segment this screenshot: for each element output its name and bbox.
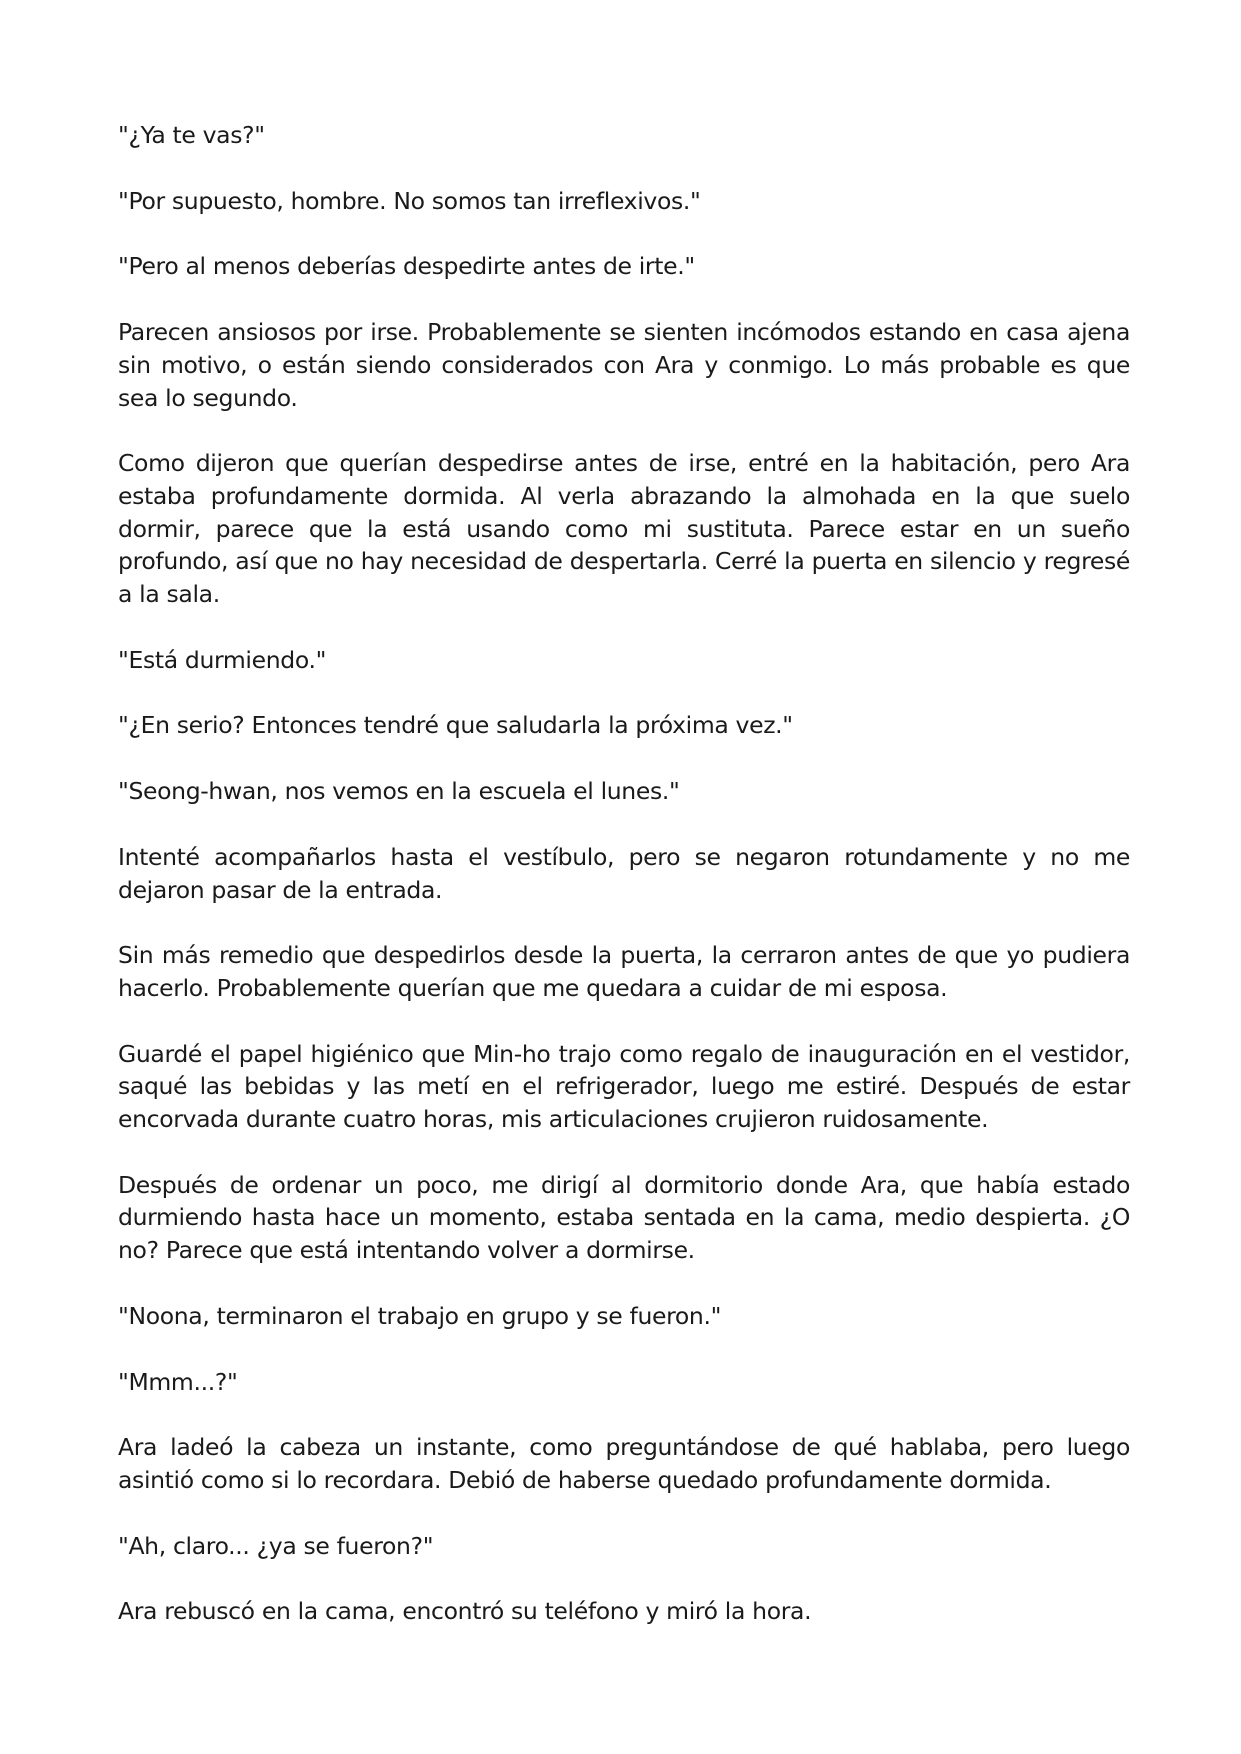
narrative-paragraph: Después de ordenar un poco, me dirigí al dormitorio donde Ara, que había estado durmiendo hasta hace un momento, estaba sentada en la cama, medio despierta. ¿O no? Parece que está intentando volver a dormirse. <box>118 1170 1130 1265</box>
narrative-paragraph: Ara rebuscó en la cama, encontró su teléfono y miró la hora. <box>118 1597 812 1626</box>
narrative-paragraph: Sin más remedio que despedirlos desde la puerta, la cerraron antes de que yo pudiera hacerlo. Probablemente querían que me quedara a cuidar de mi esposa. <box>118 941 1130 1002</box>
narrative-paragraph: Parecen ansiosos por irse. Probablemente se sienten incómodos estando en casa ajena sin motivo, o están siendo considerados con Ara y conmigo. Lo más probable es que sea lo segundo. <box>118 318 1130 412</box>
narrative-paragraph: Intenté acompañarlos hasta el vestíbulo, pero se negaron rotundamente y no me dejaron pasar de la entrada. <box>118 842 1130 904</box>
document-body <box>118 119 1130 1628</box>
narrative-paragraph: Ara ladeó la cabeza un instante, como preguntándose de qué hablaba, pero luego asintió como si lo recordara. Debió de haberse quedado profundamente dormida. <box>118 1433 1130 1494</box>
dialogue-paragraph: "¿Ya te vas?" <box>118 121 265 149</box>
narrative-paragraph: Como dijeron que querían despedirse antes de irse, entré en la habitación, pero Ara estaba profundamente dormida. Al verla abrazando la almohada en la que suelo dormir, parece que la está usando como mi sustituta. Parece estar en un sueño profundo, así que no hay necesidad de despertarla. Cerré la puerta en silencio y regresé a la sala. <box>118 449 1130 609</box>
dialogue-paragraph: "Mmm...?" <box>118 1367 238 1396</box>
dialogue-paragraph: "Está durmiendo." <box>118 645 327 674</box>
dialogue-paragraph: "Por supuesto, hombre. No somos tan irreflexivos." <box>118 186 701 215</box>
dialogue-paragraph: "¿En serio? Entonces tendré que saludarla la próxima vez." <box>118 711 793 740</box>
narrative-paragraph: Guardé el papel higiénico que Min-ho trajo como regalo de inauguración en el vestidor, saqué las bebidas y las metí en el refrigerador, luego me estiré. Después de estar encorvada durante cuatro horas, mis articulaciones crujieron ruidosamente. <box>118 1039 1130 1134</box>
dialogue-paragraph: "Seong-hwan, nos vemos en la escuela el lunes." <box>118 777 680 806</box>
dialogue-paragraph: "Noona, terminaron el trabajo en grupo y se fueron." <box>118 1301 722 1330</box>
dialogue-paragraph: "Ah, claro... ¿ya se fueron?" <box>118 1531 434 1560</box>
dialogue-paragraph: "Pero al menos deberías despedirte antes de irte." <box>118 252 695 281</box>
